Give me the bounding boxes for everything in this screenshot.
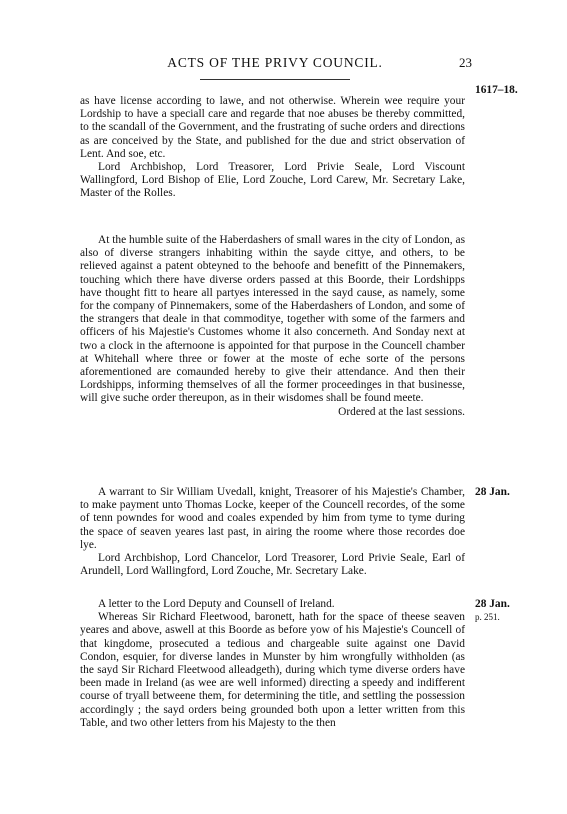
letter-heading: A letter to the Lord Deputy and Counsell of Ireland. xyxy=(98,598,335,610)
ordered-note: Ordered at the last sessions. xyxy=(338,405,465,418)
margin-date: 28 Jan. xyxy=(475,486,510,498)
paragraph-warrant: A warrant to Sir William Uvedall, knight, Treasorer of his Majestie's Chamber, to make payment unto Thomas Locke, keeper of the Councell recordes, of the some of tenn powndes for wood and coales expended by him from tyme to tyme during the space of seaven yeares last past, in airing the roome where those recordes doe lye. xyxy=(80,486,465,551)
margin-year: 1617–18. xyxy=(475,84,518,96)
paragraph-ireland-letter: Whereas Sir Richard Fleetwood, baronett, hath for the space of theese seaven yeares and above, aswell at this Boorde as before yow of his Majestie's Councell of that kingdome, prosecuted a tedious and chargeable suite against one David Condon, esquier, for diverse landes in Munster by him wrongfully withholden (as the sayd Sir Richard Fleetwood alleadgeth), during which tyme diverse orders have been made in Ireland (as wee are well informed) directing a speedy and indifferent course of tryall betweene them, for determining the title, and settling the possession accordingly ; the sayd orders being grounded both upon a letter written from this Table, and two other letters from his Majesty to the then xyxy=(80,611,465,729)
page-title: ACTS OF THE PRIVY COUNCIL. xyxy=(167,55,383,70)
section-ireland-letter xyxy=(80,598,465,730)
paragraph-haberdashers: At the humble suite of the Haberdashers of small wares in the city of London, as also of diverse strangers inhabiting within the sayde cittye, and others, to be relieved against a patent obteyned to the behoofe and benefitt of the Pinnemakers, touching which there have diverse orders passed at this Boorde, their Lordshipps have thought fitt to heare all partyes interessed in the sayd cause, as namely, some for the company of Pinnemakers, some of the Haberdashers of London, and some of the strangers that deale in that commoditye, together with some of the farmers and officers of his Majestie's Customes whome it also concerneth. And Sonday next at two a clock in the afternoone is appointed for that purpose in the Councell chamber at Whitehall where three or fower at the moste of eche sorte of the persons aforementioned are comaunded hereby to give their attendance. And then their Lordshipps, informing themselves of all the former proceedinges in that businesse, will give suche order thereupon, as in their wisdomes shall be found meete. xyxy=(80,234,465,405)
section-haberdashers xyxy=(80,234,465,419)
section-lent-letter xyxy=(80,95,465,201)
page-number: 23 xyxy=(459,55,472,70)
header-rule xyxy=(200,79,350,80)
margin-date-text: 28 Jan. xyxy=(475,598,510,610)
margin-date xyxy=(475,598,545,624)
section-warrant xyxy=(80,486,465,578)
signers-list: Lord Archbishop, Lord Treasorer, Lord Privie Seale, Lord Viscount Wallingford, Lord Bishop of Elie, Lord Zouche, Lord Carew, Mr. Secretary Lake, Master of the Rolles. xyxy=(80,161,465,200)
margin-page-ref: p. 251. xyxy=(475,612,500,623)
running-header xyxy=(80,55,470,77)
paragraph-lent-letter: as have license according to lawe, and not otherwise. Wherein wee require your Lordship to have a speciall care and regarde that noe abuses be thereby committed, to the scandall of the Government, and the frustrating of suche orders and directions as are conceived by the State, and published for the due and strict observation of Lent. And soe, etc. xyxy=(80,95,465,160)
signers-list: Lord Archbishop, Lord Chancelor, Lord Treasorer, Lord Privie Seale, Earl of Arundell, Lord Wallingford, Lord Zouche, Mr. Secretary Lake. xyxy=(80,552,465,578)
